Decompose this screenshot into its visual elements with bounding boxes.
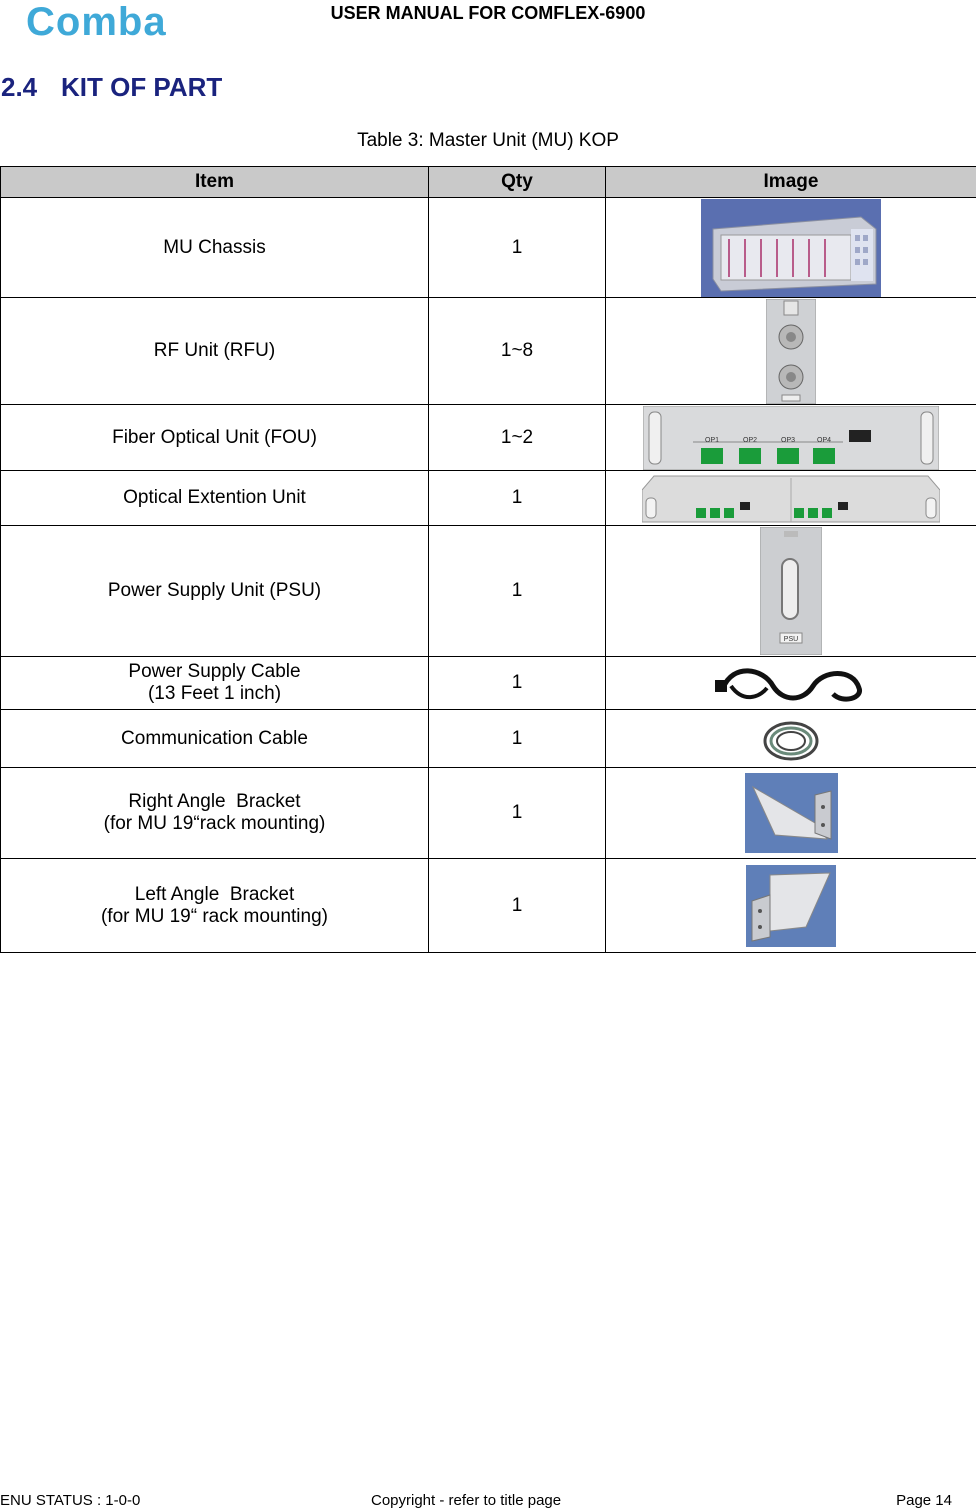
item-cell: Communication Cable <box>1 710 429 768</box>
qty-cell: 1 <box>429 526 606 657</box>
image-cell <box>606 405 976 471</box>
image-cell <box>606 710 976 768</box>
image-cell <box>606 471 976 526</box>
item-cell: Fiber Optical Unit (FOU) <box>1 405 429 471</box>
item-cell: RF Unit (RFU) <box>1 298 429 405</box>
item-cell: Power Supply Unit (PSU) <box>1 526 429 657</box>
image-cell <box>606 859 976 953</box>
table-row <box>1 657 976 710</box>
port-label: OP2 <box>743 436 758 444</box>
item-cell <box>1 657 429 710</box>
table-caption: Table 3: Master Unit (MU) KOP <box>357 130 619 151</box>
item-detail: (for MU 19“rack mounting) <box>103 813 326 834</box>
footer-status: ENU STATUS : 1-0-0 <box>0 1492 141 1509</box>
left-bracket-photo <box>746 865 836 947</box>
footer-page-number: Page 14 <box>896 1492 952 1509</box>
image-cell <box>606 657 976 710</box>
qty-cell: 1 <box>429 657 606 710</box>
fiber-optical-unit-photo <box>643 406 939 470</box>
logo-text: Comba <box>26 2 167 40</box>
table-row <box>1 526 976 657</box>
port-label: OP3 <box>781 436 796 444</box>
qty-cell: 1~2 <box>429 405 606 471</box>
item-name: Right Angle Bracket <box>128 791 301 812</box>
item-name: Power Supply Cable <box>128 661 301 682</box>
table-row <box>1 768 976 859</box>
column-header-qty: Qty <box>429 167 606 198</box>
mu-chassis-photo <box>701 199 881 297</box>
qty-cell: 1~8 <box>429 298 606 405</box>
psu-label: PSU <box>783 636 799 643</box>
section-title: KIT OF PART <box>61 72 223 102</box>
section-heading <box>1 72 222 103</box>
table-row <box>1 471 976 526</box>
section-number: 2.4 <box>1 72 38 102</box>
qty-cell: 1 <box>429 710 606 768</box>
item-cell <box>1 859 429 953</box>
kit-of-part-table <box>0 166 976 953</box>
image-cell <box>606 298 976 405</box>
qty-cell: 1 <box>429 198 606 298</box>
table-row <box>1 710 976 768</box>
image-cell <box>606 198 976 298</box>
column-header-image: Image <box>606 167 976 198</box>
item-cell: Optical Extention Unit <box>1 471 429 526</box>
right-bracket-photo <box>745 773 838 853</box>
port-label: OP4 <box>817 436 832 444</box>
item-detail: (13 Feet 1 inch) <box>147 683 282 704</box>
table-header-row <box>1 167 976 198</box>
qty-cell: 1 <box>429 768 606 859</box>
document-title: USER MANUAL FOR COMFLEX-6900 <box>330 3 646 23</box>
rf-unit-photo <box>766 299 816 404</box>
image-cell <box>606 526 976 657</box>
port-label: OP1 <box>705 436 720 444</box>
table-row <box>1 298 976 405</box>
table-row <box>1 405 976 471</box>
column-header-item: Item <box>1 167 429 198</box>
item-cell: MU Chassis <box>1 198 429 298</box>
item-name: Left Angle Bracket <box>134 883 295 905</box>
qty-cell: 1 <box>429 471 606 526</box>
footer-copyright: Copyright - refer to title page <box>371 1492 562 1509</box>
qty-cell: 1 <box>429 859 606 953</box>
power-cable-photo <box>713 658 869 708</box>
image-cell <box>606 768 976 859</box>
table-row <box>1 859 976 953</box>
communication-cable-photo <box>759 711 823 767</box>
table-row <box>1 198 976 298</box>
item-detail: (for MU 19“ rack mounting) <box>100 905 328 927</box>
optical-extention-unit-photo <box>642 472 940 524</box>
psu-photo <box>760 527 822 655</box>
item-cell <box>1 768 429 859</box>
